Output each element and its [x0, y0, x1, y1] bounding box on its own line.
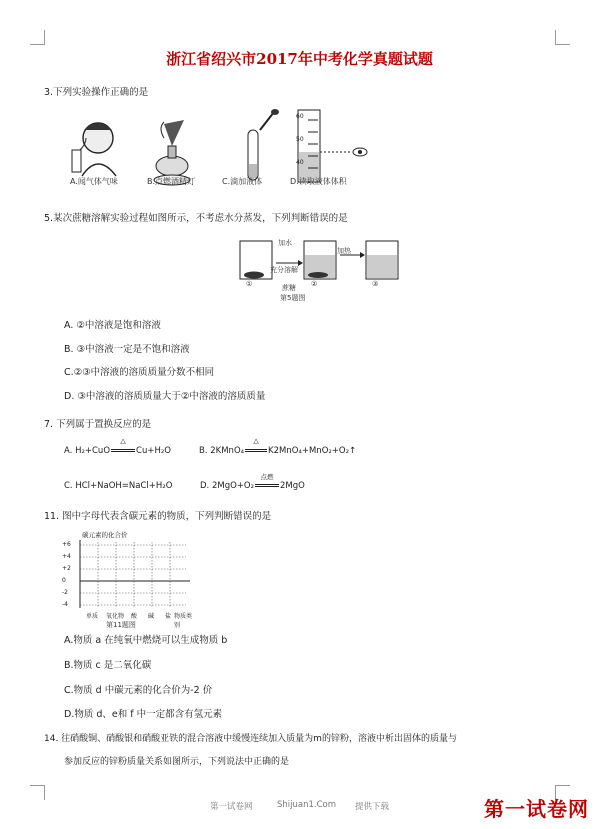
q3-caption-c: C.滴加液体 [222, 177, 263, 186]
crop-mark-top-right [555, 30, 570, 45]
xcat-elemental: 单质 [86, 613, 99, 620]
beaker-2 [304, 241, 336, 279]
q7-b-condition: △ [253, 437, 259, 445]
q11-option-b: B.物质 c 是二氧化碳 [64, 660, 152, 671]
question-14-line-2: 参加反应的锌粉质量关系如图所示，下列说法中正确的是 [64, 757, 290, 767]
q11-chart-title: 碳元素的化合价 [82, 531, 128, 539]
ytick-m2: -2 [62, 589, 68, 596]
q11-figure-caption: 第11题图 [106, 621, 136, 629]
beaker-3 [366, 241, 398, 279]
beaker-1 [240, 241, 272, 279]
crop-mark-bottom-left [30, 785, 45, 800]
q5-option-b: B. ③中溶液一定是不饱和溶液 [64, 344, 190, 355]
q7-b-reactants: B. 2KMnO₄ [199, 446, 245, 456]
question-5-stem: 5.某次蔗糖溶解实验过程如图所示，不考虑水分蒸发，下列判断错误的是 [44, 213, 348, 224]
question-14-line-1: 14. 往硝酸铜、硝酸银和硝酸亚铁的混合溶液中缓慢连续加入质量为m的锌粉，溶液中析出固体的质量与 [44, 734, 457, 744]
xcat-acid: 酸 [131, 613, 138, 620]
xcat-axis-label: 物质类别 [174, 613, 193, 629]
q5-option-a: A. ②中溶液是饱和溶液 [64, 320, 161, 331]
q7-b-arrow [244, 437, 268, 456]
q3-caption-d: D.读取液体体积 [290, 177, 347, 186]
label-dissolve: 充分溶解 [270, 266, 298, 274]
smell-gas-illustration [72, 123, 116, 176]
q7-d-arrow [254, 473, 280, 491]
q7-d-reactants: D. 2MgO+O₂ [200, 481, 254, 491]
page-title: 浙江省绍兴市2017年中考化学真题试题 [166, 50, 433, 68]
xcat-base: 碱 [148, 613, 155, 620]
q11-option-d: D.物质 d、e和 f 中一定都含有氢元素 [64, 709, 223, 720]
question-7-stem: 7. 下列属于置换反应的是 [44, 419, 152, 430]
xcat-salt: 盐 [165, 613, 172, 620]
q5-option-d: D. ③中溶液的溶质质量大于②中溶液的溶质质量 [64, 391, 266, 402]
ytick-p4: +4 [62, 553, 71, 560]
ytick-0: 0 [62, 577, 66, 584]
q7-a-condition: △ [120, 437, 126, 445]
q7-a-arrow [110, 437, 136, 456]
cylinder-tick-40: 40 [296, 159, 304, 166]
question-3-stem: 3.下列实验操作正确的是 [44, 87, 149, 98]
label-2: ② [311, 280, 318, 288]
question-5-figure [234, 233, 404, 305]
q7-option-a [64, 437, 171, 456]
q11-option-a: A.物质 a 在纯氧中燃烧可以生成物质 b [64, 635, 228, 646]
label-heat: 加热 [337, 247, 351, 255]
question-11-stem: 11. 图中字母代表含碳元素的物质，下列判断错误的是 [44, 511, 272, 522]
crop-mark-top-left [30, 30, 45, 45]
q7-a-reactants: A. H₂+CuO [64, 446, 111, 456]
q3-caption-a: A.闻气体气味 [70, 177, 118, 186]
label-sugar: 蔗糖 [282, 284, 296, 292]
footer-site-name: 第一试卷网 [210, 802, 253, 812]
q5-option-c: C.②③中溶液的溶质质量分数不相同 [64, 367, 215, 378]
dropper-illustration [248, 109, 279, 180]
label-add-water: 加水 [278, 239, 292, 247]
graduated-cylinder-illustration [298, 110, 367, 182]
xcat-oxide: 氧化物 [106, 613, 125, 620]
footer-site-domain[interactable]: Shijuan1.Com [277, 800, 337, 810]
q7-option-d [200, 473, 305, 491]
q7-d-condition: 点燃 [260, 473, 274, 481]
cylinder-tick-60: 60 [296, 113, 304, 120]
q11-option-c: C.物质 d 中碳元素的化合价为-2 价 [64, 685, 213, 696]
q7-d-products: 2MgO [280, 481, 305, 491]
ytick-m4: -4 [62, 601, 68, 608]
ytick-p6: +6 [62, 541, 71, 548]
q7-option-b [199, 437, 357, 456]
q3-caption-b: B.点燃酒精灯 [147, 177, 196, 186]
label-1: ① [246, 280, 253, 288]
cylinder-tick-50: 50 [296, 136, 304, 143]
footer-download-text: 提供下载 [355, 802, 390, 812]
ytick-p2: +2 [62, 565, 71, 572]
brand-logo-text: 第一试卷网 [484, 797, 589, 821]
q7-option-c: C. HCl+NaOH=NaCl+H₂O [64, 481, 173, 491]
q11-grid [74, 540, 192, 610]
q7-b-products: K2MnO₄+MnO₂+O₂↑ [268, 446, 357, 456]
q7-a-products: Cu+H₂O [136, 446, 171, 456]
q5-figure-caption: 第5题图 [280, 294, 306, 302]
label-3: ③ [372, 280, 379, 288]
